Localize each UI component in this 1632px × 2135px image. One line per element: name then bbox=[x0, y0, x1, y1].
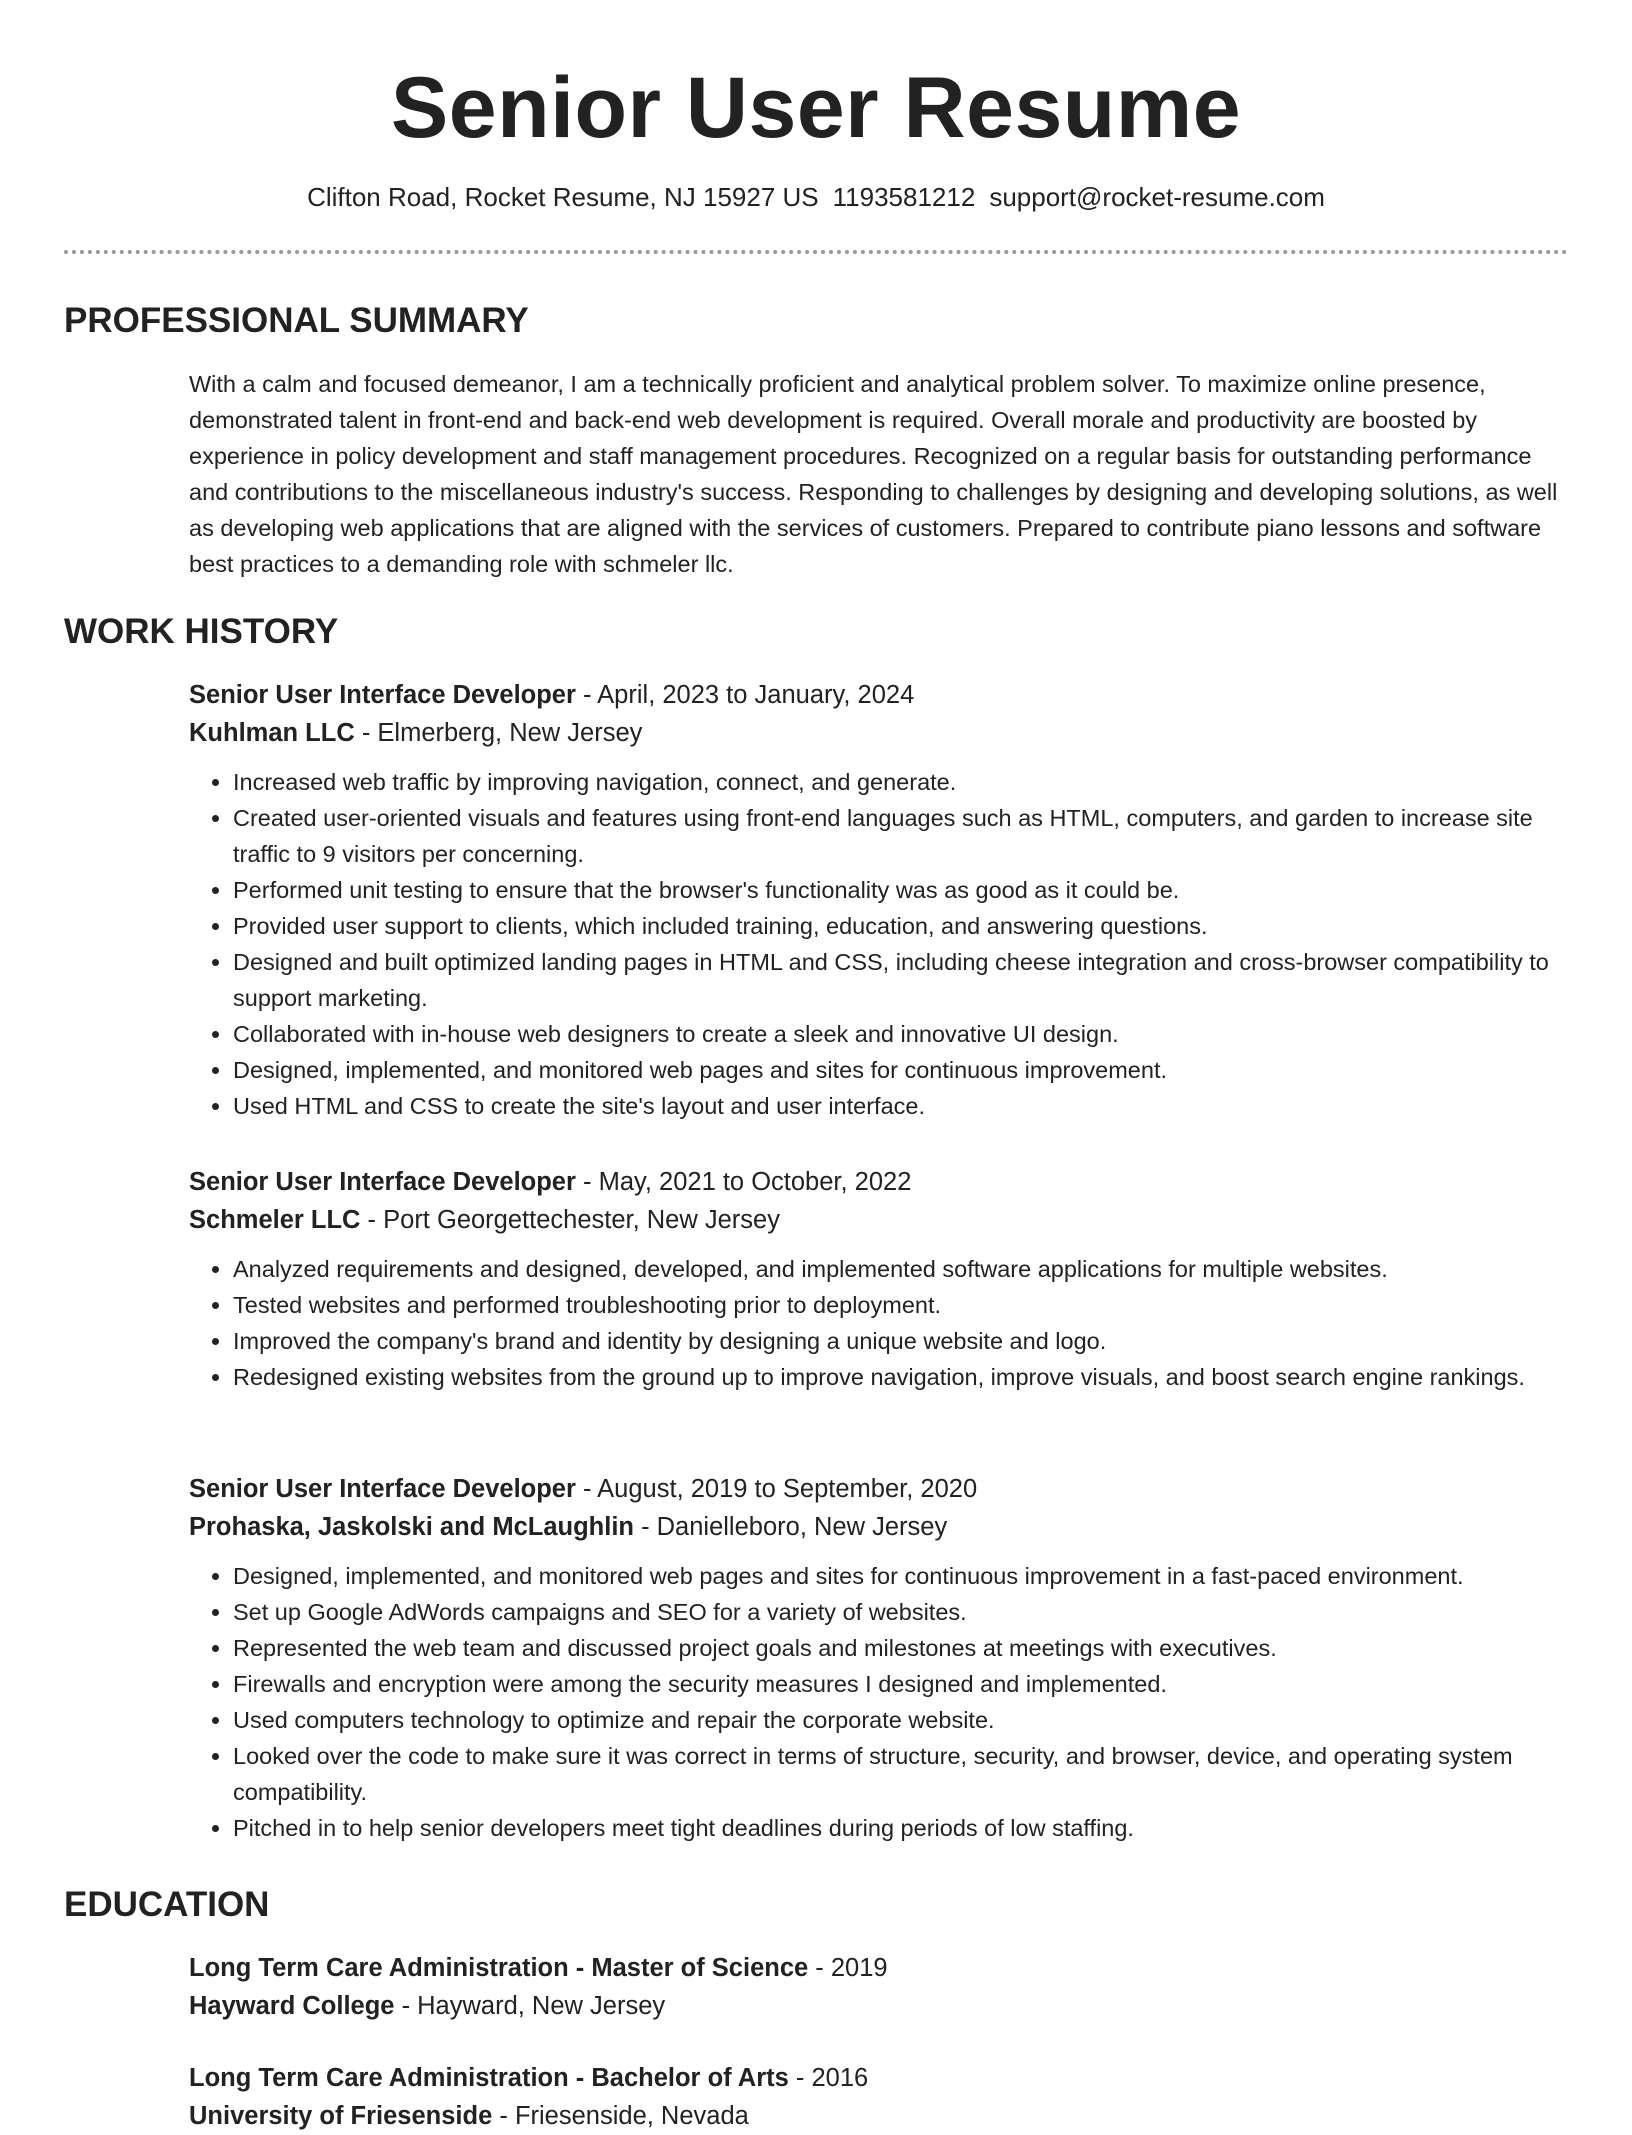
job-company-line bbox=[189, 1508, 1569, 1546]
list-item: • Increased web traffic by improving navigation, connect, and generate. bbox=[233, 764, 1569, 800]
education-degree-line bbox=[189, 1949, 1569, 1987]
work-history-heading: WORK HISTORY bbox=[64, 612, 339, 651]
job-company-line bbox=[189, 1201, 1569, 1239]
list-item: • Pitched in to help senior developers meet tight deadlines during periods of low staffing. bbox=[233, 1810, 1569, 1846]
job-title-line bbox=[189, 1470, 1569, 1508]
education-school: University of Friesenside bbox=[189, 2102, 493, 2130]
list-item: • Provided user support to clients, which included training, education, and answering questions. bbox=[233, 908, 1569, 944]
resume-name: Senior User Resume bbox=[390, 60, 1242, 156]
job-bullets bbox=[189, 764, 1569, 1124]
list-item: • Designed, implemented, and monitored web pages and sites for continuous improvement. bbox=[233, 1052, 1569, 1088]
job-role: Senior User Interface Developer bbox=[189, 1168, 576, 1196]
list-item: • Represented the web team and discussed project goals and milestones at meetings with executives. bbox=[233, 1630, 1569, 1666]
job-title-line bbox=[189, 676, 1569, 714]
list-item: • Improved the company's brand and identity by designing a unique website and logo. bbox=[233, 1323, 1569, 1359]
education-school-line bbox=[189, 2097, 1569, 2135]
summary-section bbox=[189, 366, 1569, 582]
job-role: Senior User Interface Developer bbox=[189, 681, 576, 709]
list-item: • Analyzed requirements and designed, developed, and implemented software applications for multiple websites. bbox=[233, 1251, 1569, 1287]
list-item: • Used computers technology to optimize and repair the corporate website. bbox=[233, 1702, 1569, 1738]
list-item: • Performed unit testing to ensure that the browser's functionality was as good as it could be. bbox=[233, 872, 1569, 908]
education-entry-1 bbox=[189, 1949, 1569, 2025]
contact-phone: 1193581212 bbox=[832, 182, 976, 212]
education-year: - 2019 bbox=[808, 1954, 888, 1982]
job-title-line bbox=[189, 1163, 1569, 1201]
education-school-line bbox=[189, 1987, 1569, 2025]
list-item: • Designed and built optimized landing pages in HTML and CSS, including cheese integration and cross-browser compatibility to support marketing. bbox=[233, 944, 1569, 1016]
list-item: • Collaborated with in-house web designers to create a sleek and innovative UI design. bbox=[233, 1016, 1569, 1052]
header-divider bbox=[64, 250, 1568, 254]
list-item: • Created user-oriented visuals and features using front-end languages such as HTML, computers, and garden to increase site traffic to 9 visitors per concerning. bbox=[233, 800, 1569, 872]
job-dates: - April, 2023 to January, 2024 bbox=[575, 681, 915, 709]
summary-heading: PROFESSIONAL SUMMARY bbox=[64, 301, 529, 340]
list-item: • Set up Google AdWords campaigns and SEO for a variety of websites. bbox=[233, 1594, 1569, 1630]
job-location: - Danielleboro, New Jersey bbox=[633, 1513, 948, 1541]
job-bullets bbox=[189, 1251, 1569, 1395]
education-entry-2 bbox=[189, 2059, 1569, 2135]
contact-line bbox=[0, 180, 1632, 214]
job-dates: - August, 2019 to September, 2020 bbox=[575, 1475, 978, 1503]
job-company: Schmeler LLC bbox=[189, 1206, 361, 1234]
job-location: - Elmerberg, New Jersey bbox=[354, 719, 643, 747]
job-location: - Port Georgettechester, New Jersey bbox=[360, 1206, 780, 1234]
contact-address: Clifton Road, Rocket Resume, NJ 15927 US bbox=[307, 182, 819, 212]
job-bullets bbox=[189, 1558, 1569, 1846]
list-item: • Designed, implemented, and monitored web pages and sites for continuous improvement in a fast-paced environment. bbox=[233, 1558, 1569, 1594]
education-degree: Long Term Care Administration - Master of Science bbox=[189, 1954, 809, 1982]
summary-text: With a calm and focused demeanor, I am a technically proficient and analytical problem solver. To maximize online presence, demonstrated talent in front-end and back-end web development is required. Overall morale and productivity are boosted by experience in policy development and staff management procedures. Recognized on a regular basis for outstanding performance and contributions to the miscellaneous industry's success. Responding to challenges by designing and developing solutions, as well as developing web applications that are aligned with the services of customers. Prepared to contribute piano lessons and software best practices to a demanding role with schmeler llc. bbox=[189, 371, 1558, 577]
job-entry-3 bbox=[189, 1470, 1569, 1846]
list-item: • Redesigned existing websites from the ground up to improve navigation, improve visuals, and boost search engine rankings. bbox=[233, 1359, 1569, 1395]
job-role: Senior User Interface Developer bbox=[189, 1475, 576, 1503]
list-item: • Tested websites and performed troubleshooting prior to deployment. bbox=[233, 1287, 1569, 1323]
education-degree-line bbox=[189, 2059, 1569, 2097]
education-location: - Hayward, New Jersey bbox=[394, 1992, 666, 2020]
education-location: - Friesenside, Nevada bbox=[492, 2102, 749, 2130]
job-company: Prohaska, Jaskolski and McLaughlin bbox=[189, 1513, 634, 1541]
job-company-line bbox=[189, 714, 1569, 752]
job-entry-1 bbox=[189, 676, 1569, 1124]
education-year: - 2016 bbox=[788, 2064, 869, 2092]
education-degree: Long Term Care Administration - Bachelor of Arts bbox=[189, 2064, 789, 2092]
list-item: • Used HTML and CSS to create the site's layout and user interface. bbox=[233, 1088, 1569, 1124]
list-item: • Firewalls and encryption were among the security measures I designed and implemented. bbox=[233, 1666, 1569, 1702]
job-entry-2 bbox=[189, 1163, 1569, 1395]
contact-email: support@rocket-resume.com bbox=[989, 182, 1325, 212]
job-dates: - May, 2021 to October, 2022 bbox=[575, 1168, 912, 1196]
list-item: • Looked over the code to make sure it was correct in terms of structure, security, and browser, device, and operating system compatibility. bbox=[233, 1738, 1569, 1810]
education-heading: EDUCATION bbox=[64, 1885, 270, 1924]
job-company: Kuhlman LLC bbox=[189, 719, 355, 747]
education-school: Hayward College bbox=[189, 1992, 395, 2020]
